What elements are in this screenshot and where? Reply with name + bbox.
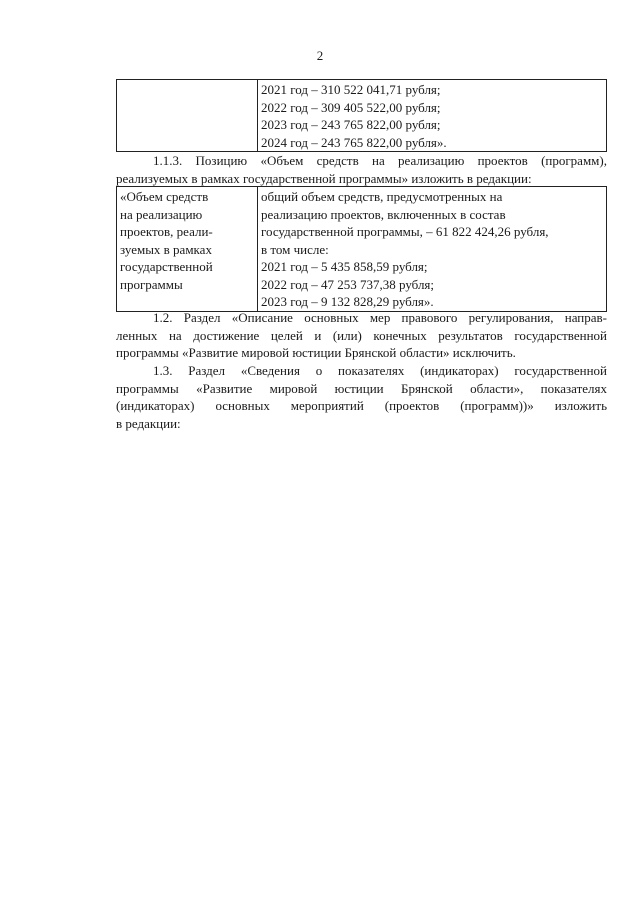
value-line: 2021 год – 5 435 858,59 рубля;: [261, 259, 428, 274]
paragraph-line: ленных на достижение целей и (или) конечных результатов государственной: [116, 327, 607, 343]
value-line: реализацию проектов, включенных в состав: [261, 206, 506, 222]
paragraph-1-1-3: [116, 152, 607, 187]
funding-years-table: [116, 79, 607, 152]
paragraph-line: 1.3. Раздел «Сведения о показателях (индикаторах) государственной: [153, 363, 607, 378]
value-line: 2023 год – 9 132 828,29 рубля».: [261, 294, 434, 309]
paragraph-1-3: [116, 362, 607, 432]
label-line: программы: [120, 276, 183, 292]
paragraph-line: программы «Развитие мировой юстиции Брянской области» исключить.: [116, 345, 516, 360]
label-line: на реализацию: [120, 206, 203, 222]
table-cell-value: [258, 187, 607, 312]
table-cell-years: [258, 80, 607, 152]
paragraph-line: программы «Развитие мировой юстиции Брянской области», показателях: [116, 380, 607, 396]
label-line: «Объем средств: [120, 189, 209, 204]
paragraph-line: 1.1.3. Позицию «Объем средств на реализацию проектов (программ),: [153, 153, 607, 168]
label-line: зуемых в рамках: [120, 241, 212, 257]
value-line: общий объем средств, предусмотренных на: [261, 189, 503, 204]
year-line: 2023 год – 243 765 822,00 рубля;: [261, 117, 441, 132]
label-line: государственной: [120, 259, 213, 274]
paragraph-line: в редакции:: [116, 415, 181, 431]
year-line: 2022 год – 309 405 522,00 рубля;: [261, 99, 441, 115]
paragraph-1-2: [116, 309, 607, 362]
year-line: 2021 год – 310 522 041,71 рубля;: [261, 82, 441, 97]
year-line: 2024 год – 243 765 822,00 рубля».: [261, 134, 447, 150]
value-line: в том числе:: [261, 241, 329, 257]
value-line: 2022 год – 47 253 737,38 рубля;: [261, 276, 435, 292]
page-number: 2: [316, 48, 324, 63]
paragraph-line: 1.2. Раздел «Описание основных мер правового регулирования, направ-: [153, 310, 607, 325]
paragraph-line: (индикаторах) основных мероприятий (проектов (программ))» изложить: [116, 398, 607, 413]
value-line: государственной программы, – 61 822 424,26 рубля,: [261, 224, 549, 239]
table-row: [117, 80, 607, 152]
table-cell-label: [117, 187, 258, 312]
project-funding-table: [116, 186, 607, 312]
table-row: [117, 187, 607, 312]
table-cell-empty: [117, 80, 258, 152]
paragraph-line: реализуемых в рамках государственной программы» изложить в редакции:: [116, 170, 532, 186]
label-line: проектов, реали-: [120, 224, 213, 239]
